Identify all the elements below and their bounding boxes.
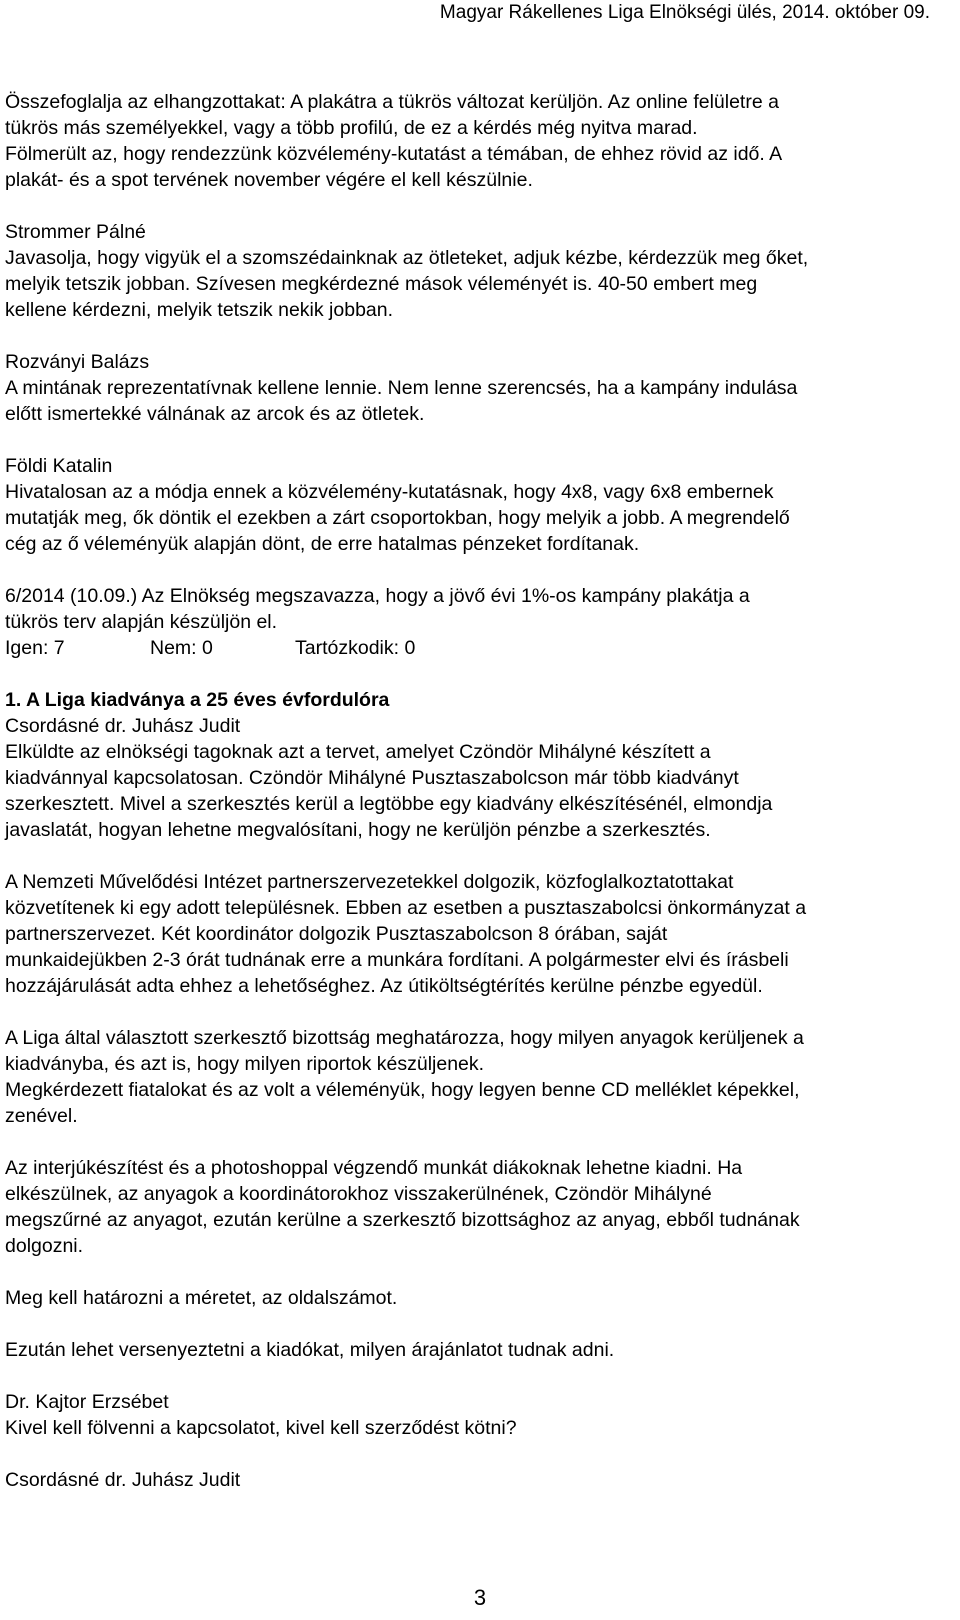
text-line: kiadványba, és azt is, hogy milyen riportok készüljenek.: [5, 1053, 485, 1075]
speaker-name: Strommer Pálné: [5, 221, 146, 243]
section-heading: 1. A Liga kiadványa a 25 éves évfordulóra: [5, 689, 390, 711]
text-line: előtt ismertekké válnának az arcok és az ötletek.: [5, 403, 425, 425]
document-body: [5, 89, 945, 1493]
text-line: közvetítenek ki egy adott településnek. Ebben az esetben a pusztaszabolcsi önkormányzat a: [5, 897, 807, 919]
paragraph-size: [5, 1285, 945, 1311]
section-intro: [5, 687, 945, 843]
speaker-name: Rozványi Balázs: [5, 351, 150, 373]
speaker-paragraph-foldi: [5, 453, 945, 557]
text-line: elkészülnek, az anyagok a koordinátorokhoz visszakerülnének, Czöndör Mihályné: [5, 1183, 712, 1205]
speaker-paragraph-strommer: [5, 219, 945, 323]
text-line: A Nemzeti Művelődési Intézet partnerszervezetekkel dolgozik, közfoglalkoztatottakat: [5, 871, 734, 893]
text-line: Meg kell határozni a méretet, az oldalszámot.: [5, 1287, 398, 1309]
paragraph-publishers: [5, 1337, 945, 1363]
text-line: A Liga által választott szerkesztő bizottság meghatározza, hogy milyen anyagok kerüljenek a: [5, 1027, 804, 1049]
speaker-paragraph-rozvanyi: [5, 349, 945, 427]
text-line: szerkesztett. Mivel a szerkesztés kerül a legtöbbe egy kiadvány elkészítésénél, elmondja: [5, 793, 773, 815]
text-line: cég az ő véleményük alapján dönt, de erre hatalmas pénzeket fordítanak.: [5, 533, 640, 555]
speaker-name: Dr. Kajtor Erzsébet: [5, 1391, 169, 1413]
speaker-paragraph-kajtor: [5, 1389, 945, 1441]
paragraph-partner-organizations: [5, 869, 945, 999]
text-line: Kivel kell fölvenni a kapcsolatot, kivel kell szerződést kötni?: [5, 1417, 517, 1439]
text-line: Megkérdezett fiatalokat és az volt a véleményük, hogy legyen benne CD melléklet képekkel,: [5, 1079, 800, 1101]
text-line: melyik tetszik jobban. Szívesen megkérdezné mások véleményét is. 40-50 embert meg: [5, 273, 758, 295]
text-line: A mintának reprezentatívnak kellene lennie. Nem lenne szerencsés, ha a kampány indulása: [5, 377, 798, 399]
speaker-name: Csordásné dr. Juhász Judit: [5, 715, 241, 737]
resolution-text: 6/2014 (10.09.) Az Elnökség megszavazza, hogy a jövő évi 1%-os kampány plakátja a: [5, 585, 750, 607]
vote-abstain: Tartózkodik: 0: [295, 637, 416, 659]
page-number: 3: [473, 1585, 487, 1610]
text-line: mutatják meg, ők döntik el ezekben a zárt csoportokban, hogy melyik a jobb. A megrendelő: [5, 507, 790, 529]
running-header: Magyar Rákellenes Liga Elnökségi ülés, 2014. október 09.: [439, 2, 930, 23]
text-line: kellene kérdezni, melyik tetszik nekik jobban.: [5, 299, 394, 321]
speaker-paragraph-csordasne: [5, 1467, 945, 1493]
text-line: dolgozni.: [5, 1235, 84, 1257]
text-line: plakát- és a spot tervének november végére el kell készülnie.: [5, 169, 533, 191]
text-line: munkaidejükben 2-3 órát tudnának erre a munkára fordítani. A polgármester elvi és írásbeli: [5, 949, 789, 971]
text-line: Az interjúkészítést és a photoshoppal végzendő munkát diákoknak lehetne kiadni. Ha: [5, 1157, 743, 1179]
text-line: Ezután lehet versenyeztetni a kiadókat, milyen árajánlatot tudnak adni.: [5, 1339, 615, 1361]
text-line: javaslatát, hogyan lehetne megvalósítani, hogy ne kerüljön pénzbe a szerkesztés.: [5, 819, 711, 841]
resolution-text: tükrös terv alapján készüljön el.: [5, 611, 278, 633]
summary-paragraph: [5, 89, 945, 193]
paragraph-interviews: [5, 1155, 945, 1259]
vote-result: [5, 635, 945, 661]
text-line: hozzájárulását adta ehhez a lehetőséghez. Az útiköltségtérítés kerülne pénzbe egyedül.: [5, 975, 763, 997]
speaker-name: Földi Katalin: [5, 455, 113, 477]
text-line: Javasolja, hogy vigyük el a szomszédainknak az ötleteket, adjuk kézbe, kérdezzük meg őket,: [5, 247, 809, 269]
text-line: kiadvánnyal kapcsolatosan. Czöndör Mihályné Pusztaszabolcson már több kiadványt: [5, 767, 739, 789]
text-line: partnerszervezet. Két koordinátor dolgozik Pusztaszabolcson 8 órában, saját: [5, 923, 668, 945]
vote-yes: Igen: 7: [5, 637, 65, 659]
speaker-name: Csordásné dr. Juhász Judit: [5, 1469, 241, 1491]
vote-no: Nem: 0: [150, 637, 213, 659]
text-line: Elküldte az elnökségi tagoknak azt a tervet, amelyet Czöndör Mihályné készített a: [5, 741, 711, 763]
paragraph-editorial-board: [5, 1025, 945, 1129]
text-line: megszűrné az anyagot, ezután kerülne a szerkesztő bizottsághoz az anyag, ebből tudnának: [5, 1209, 800, 1231]
text-line: Összefoglalja az elhangzottakat: A plakátra a tükrös változat kerüljön. Az online felületre a: [5, 91, 779, 113]
text-line: zenével.: [5, 1105, 78, 1127]
resolution-block: [5, 583, 945, 661]
text-line: Fölmerült az, hogy rendezzünk közvélemény-kutatást a témában, de ehhez rövid az idő. A: [5, 143, 783, 165]
text-line: Hivatalosan az a módja ennek a közvélemény-kutatásnak, hogy 4x8, vagy 6x8 embernek: [5, 481, 774, 503]
text-line: tükrös más személyekkel, vagy a több profilú, de ez a kérdés még nyitva marad.: [5, 117, 698, 139]
